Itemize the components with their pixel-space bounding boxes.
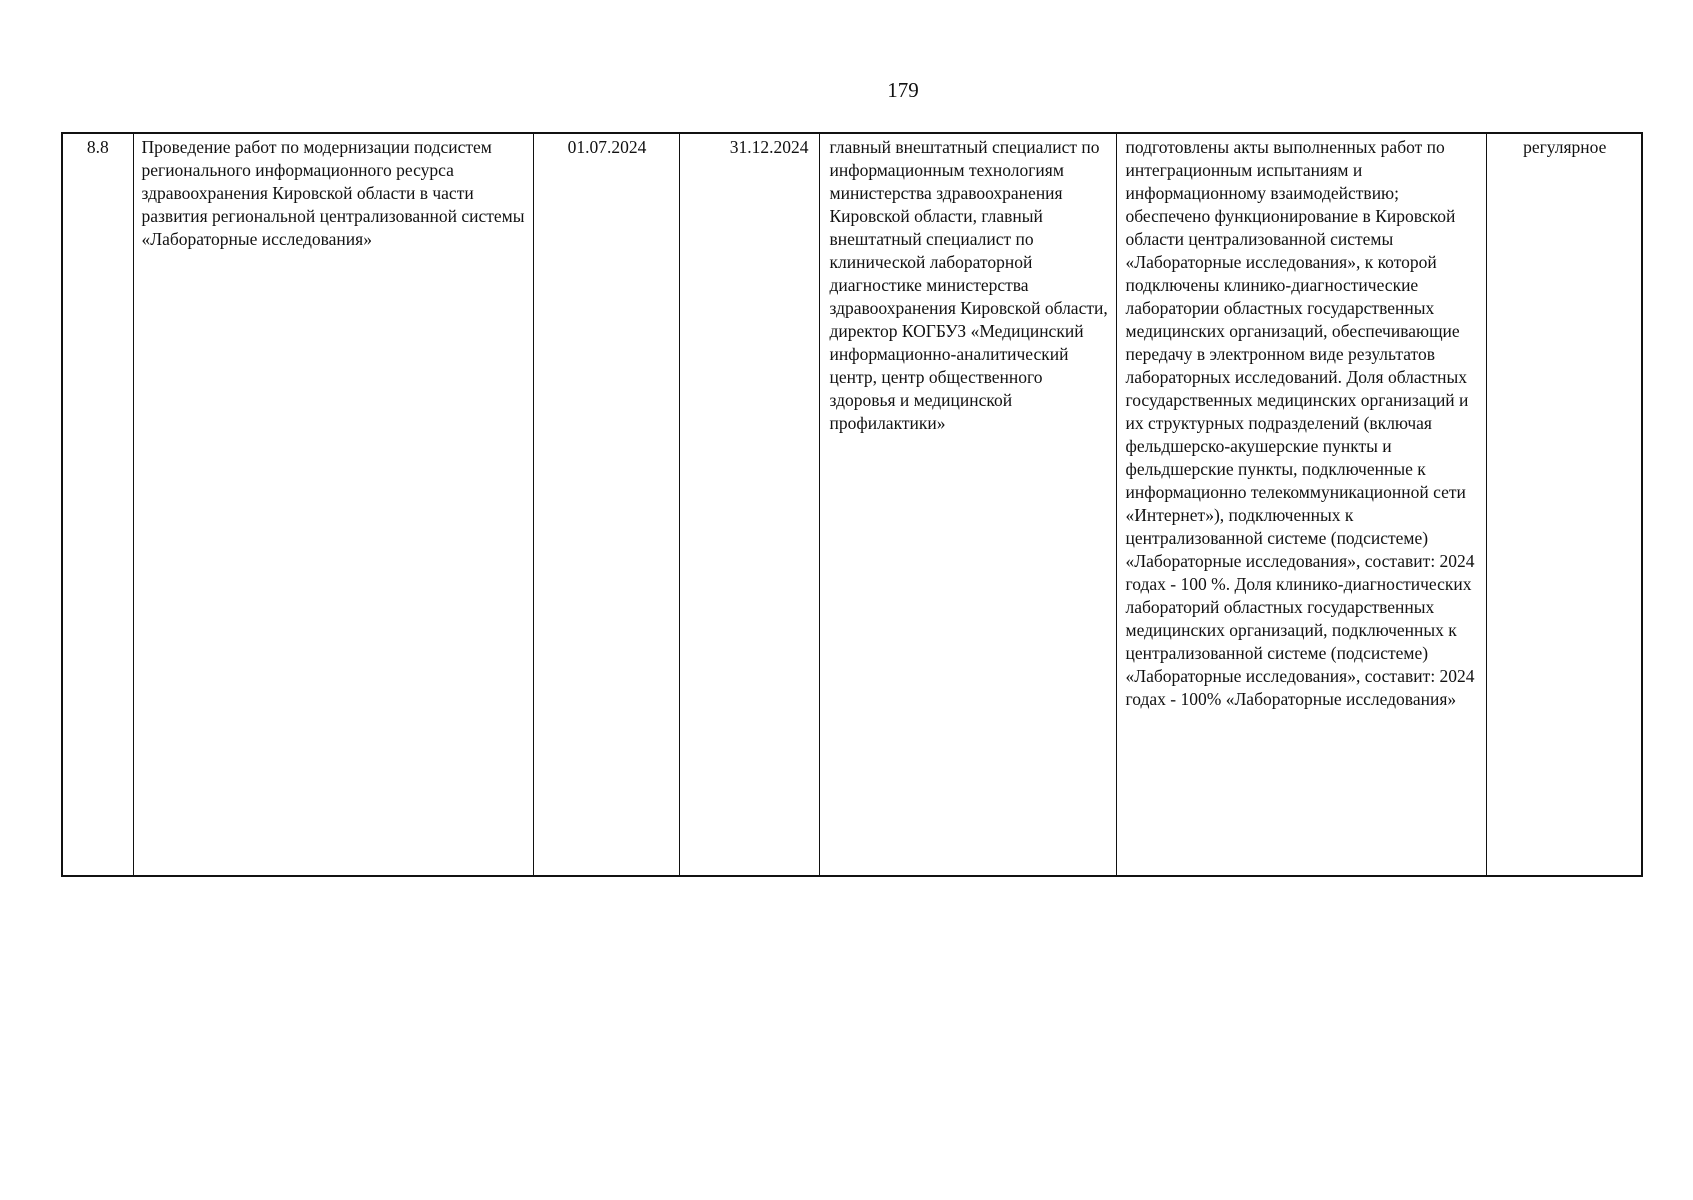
activity-type-cell: регулярное [1486, 133, 1642, 876]
start-date-cell: 01.07.2024 [533, 133, 679, 876]
result-cell: подготовлены акты выполненных работ по интеграционным испытаниям и информационному взаимодействию; обеспечено функционирование в Кировской области централизованной системы «Лабораторные исследования», к которой подключены клинико-диагностические лаборатории областных государственных медицинских организаций, обеспечивающие передачу в электронном виде результатов лабораторных исследований. Доля областных государственных медицинских организаций и их структурных подразделений (включая фельдшерско-акушерские пункты и фельдшерские пункты, подключенные к информационно телекоммуникационной сети «Интернет»), подключенных к централизованной системе (подсистеме) «Лабораторные исследования», составит: 2024 годах - 100 %. Доля клинико-диагностических лабораторий областных государственных медицинских организаций, подключенных к централизованной системе (подсистеме) «Лабораторные исследования», составит: 2024 годах - 100% «Лабораторные исследования» [1116, 133, 1486, 876]
responsible-cell: главный внештатный специалист по информационным технологиям министерства здравоохранения Кировской области, главный внештатный специалист по клинической лабораторной диагностике министерства здравоохранения Кировской области, директор КОГБУЗ «Медицинский информационно-аналитический центр, центр общественного здоровья и медицинской профилактики» [819, 133, 1116, 876]
end-date-cell: 31.12.2024 [679, 133, 819, 876]
activity-table [61, 132, 1643, 877]
activity-description-cell: Проведение работ по модернизации подсистем регионального информационного ресурса здравоохранения Кировской области в части развития региональной централизованной системы «Лабораторные исследования» [133, 133, 533, 876]
table-row [62, 133, 1642, 876]
page-number: 179 [887, 78, 919, 102]
row-number-cell: 8.8 [62, 133, 133, 876]
